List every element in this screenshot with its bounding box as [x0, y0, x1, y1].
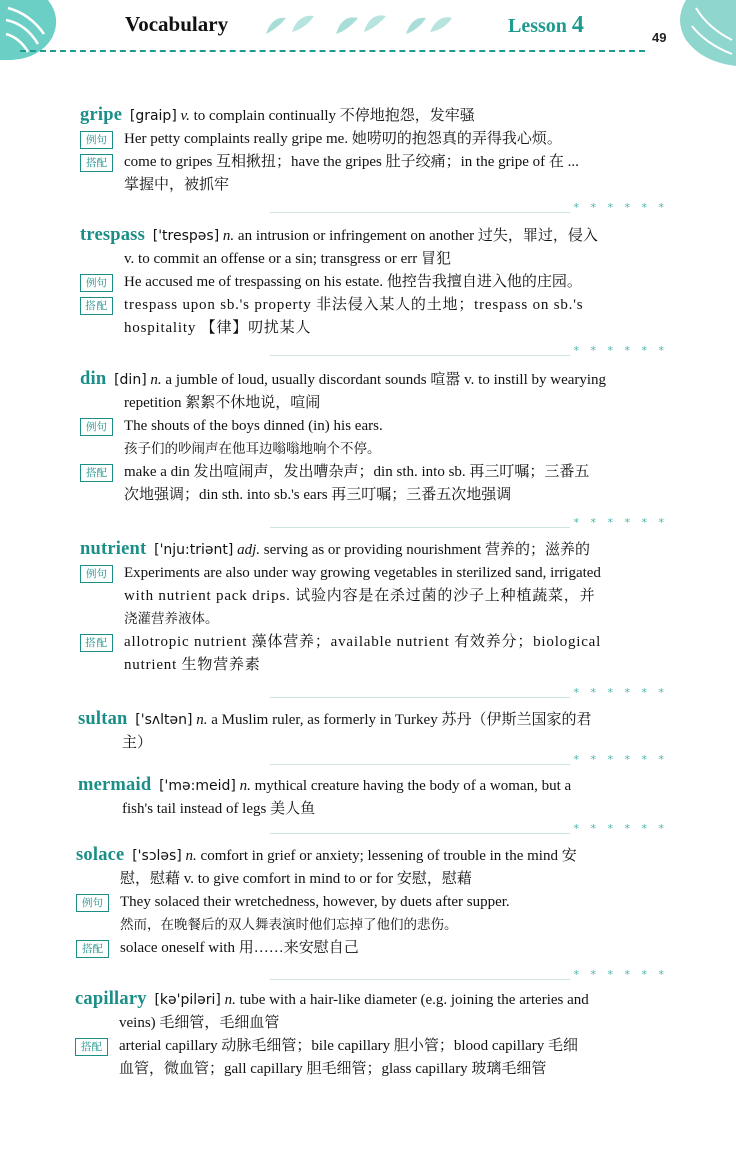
collocation-text: arterial capillary 动脉毛细管；bile capillary 胆小管；blood capillary 毛细	[119, 1038, 579, 1054]
header-title: Vocabulary	[125, 12, 229, 36]
collocation-text: 血管，微血管；gall capillary 胆毛细管；glass capillary 玻璃毛细管	[119, 1061, 547, 1077]
separator-stars: * * * * * *	[570, 753, 668, 766]
example-line	[80, 128, 670, 151]
headword: solace	[76, 845, 125, 865]
collocation-text: 次地强调；din sth. into sb.'s ears 再三叮嘱；三番五次地强调	[124, 487, 512, 503]
lesson-word: Lesson	[508, 15, 567, 37]
headword: gripe	[80, 105, 123, 125]
definition: mythical creature having the body of a woman, but a	[254, 778, 572, 794]
example-line	[80, 562, 670, 585]
part-of-speech: n.	[196, 712, 208, 728]
collocation-tag: 搭配	[76, 940, 109, 958]
page-header	[0, 0, 736, 70]
collocation-line	[80, 631, 670, 654]
lesson-number: 4	[571, 12, 584, 38]
definition-line	[80, 224, 670, 248]
example-line	[80, 415, 670, 438]
definition-line	[78, 798, 668, 821]
definition: a jumble of loud, usually discordant sounds 喧嚣 v. to instill by wearying	[165, 372, 607, 388]
phonetic: [graip]	[129, 108, 177, 124]
leaf-decoration-icon	[330, 8, 390, 40]
collocation-line	[80, 317, 670, 340]
collocation-text: 掌握中，被抓牢	[124, 177, 230, 193]
leaf-decoration-icon	[400, 10, 456, 40]
collocation-text: make a din 发出喧闹声，发出嘈杂声；din sth. into sb. 再三叮嘱；三番五	[124, 464, 590, 480]
part-of-speech: n.	[224, 992, 236, 1008]
example-line	[76, 891, 666, 914]
headword: capillary	[75, 989, 147, 1009]
entry-separator	[270, 518, 668, 530]
collocation-text: hospitality 【律】叨扰某人	[124, 320, 312, 336]
entry-separator	[270, 346, 668, 358]
definition: fish's tail instead of legs 美人鱼	[122, 801, 316, 817]
definition: a Muslim ruler, as formerly in Turkey 苏丹（伊斯兰国家的君	[211, 712, 592, 728]
definition: veins) 毛细管，毛细血管	[119, 1015, 280, 1031]
example-text: The shouts of the boys dinned (in) his ears.	[124, 418, 383, 434]
part-of-speech: n.	[239, 778, 251, 794]
example-tag: 例句	[80, 418, 113, 436]
definition-line	[76, 868, 666, 891]
headword: sultan	[78, 709, 128, 729]
collocation-line	[80, 151, 670, 174]
collocation-text: come to gripes 互相揪扭；have the gripes 肚子绞痛；in the gripe of 在 ...	[124, 154, 579, 170]
entry-capillary	[75, 988, 665, 1081]
example-translation: 然而，在晚餐后的双人舞表演时他们忘掉了他们的悲伤。	[120, 917, 458, 933]
definition-line	[78, 774, 668, 798]
definition: serving as or providing nourishment 营养的；滋养的	[263, 542, 591, 558]
collocation-tag: 搭配	[75, 1038, 108, 1056]
phonetic: ['sʌltən]	[135, 712, 193, 728]
definition-line	[80, 392, 670, 415]
headword: trespass	[80, 225, 145, 245]
definition: v. to commit an offense or a sin; transgress or err 冒犯	[124, 251, 452, 267]
example-text: They solaced their wretchedness, however, by duets after supper.	[120, 894, 510, 910]
collocation-tag: 搭配	[80, 154, 113, 172]
definition-line	[76, 844, 666, 868]
entry-solace	[76, 844, 666, 960]
example-line	[76, 914, 666, 937]
example-tag: 例句	[80, 565, 113, 583]
leaf-decoration-icon	[262, 10, 322, 40]
collocation-line	[75, 1035, 665, 1058]
collocation-line	[75, 1058, 665, 1081]
definition-line	[78, 708, 668, 732]
definition-line	[80, 538, 670, 562]
lesson-label	[508, 12, 584, 39]
separator-stars: * * * * * *	[570, 344, 668, 357]
part-of-speech: n.	[150, 372, 162, 388]
phonetic: [kə'piləri]	[154, 992, 221, 1008]
entry-separator	[270, 755, 668, 767]
part-of-speech: v.	[180, 108, 190, 124]
collocation-tag: 搭配	[80, 297, 113, 315]
entry-gripe	[80, 104, 670, 197]
part-of-speech: n.	[185, 848, 197, 864]
collocation-text: nutrient 生物营养素	[124, 657, 261, 673]
page-number: 49	[652, 30, 667, 45]
definition-line	[80, 248, 670, 271]
collocation-text: trespass upon sb.'s property 非法侵入某人的土地；trespass on sb.'s	[124, 297, 584, 313]
definition: 慰，慰藉 v. to give comfort in mind to or for 安慰，慰藉	[120, 871, 472, 887]
definition: repetition 絮絮不休地说，喧闹	[124, 395, 321, 411]
collocation-text: allotropic nutrient 藻体营养；available nutrient 有效养分；biological	[124, 634, 602, 650]
phonetic: ['mə:meid]	[159, 778, 236, 794]
example-text: with nutrient pack drips. 试验内容是在杀过菌的沙子上种植蔬菜，并	[124, 588, 596, 604]
definition-line	[80, 368, 670, 392]
entry-separator	[270, 970, 668, 982]
entry-sultan	[78, 708, 668, 755]
entry-din	[80, 368, 670, 507]
phonetic: ['sɔləs]	[132, 848, 182, 864]
entry-separator	[270, 824, 668, 836]
separator-stars: * * * * * *	[570, 822, 668, 835]
definition-line	[78, 732, 668, 755]
example-line	[80, 585, 670, 608]
example-tag: 例句	[76, 894, 109, 912]
definition-line	[75, 988, 665, 1012]
definition-line	[75, 1012, 665, 1035]
collocation-line	[76, 937, 666, 960]
example-line	[80, 438, 670, 461]
headword: din	[80, 369, 107, 389]
collocation-line	[80, 461, 670, 484]
separator-stars: * * * * * *	[570, 516, 668, 529]
entry-separator	[270, 688, 668, 700]
collocation-line	[80, 484, 670, 507]
collocation-tag: 搭配	[80, 634, 113, 652]
leaf-corner-decoration-icon	[656, 0, 736, 70]
definition: 主）	[122, 735, 153, 751]
example-translation: 浇灌营养液体。	[124, 611, 219, 627]
definition: comfort in grief or anxiety; lessening of trouble in the mind 安	[200, 848, 577, 864]
part-of-speech: n.	[222, 228, 235, 244]
separator-stars: * * * * * *	[570, 201, 668, 214]
collocation-tag: 搭配	[80, 464, 113, 482]
header-divider	[20, 50, 645, 52]
entry-nutrient	[80, 538, 670, 677]
phonetic: ['nju:triənt]	[154, 542, 234, 558]
headword: nutrient	[80, 539, 147, 559]
example-line	[80, 608, 670, 631]
example-text: Her petty complaints really gripe me. 她唠叨的抱怨真的弄得我心烦。	[124, 131, 562, 147]
example-tag: 例句	[80, 131, 113, 149]
collocation-text: solace oneself with 用……来安慰自己	[120, 940, 359, 956]
example-line	[80, 271, 670, 294]
entry-mermaid	[78, 774, 668, 821]
phonetic: ['trespəs]	[152, 228, 220, 244]
separator-stars: * * * * * *	[570, 686, 668, 699]
phonetic: [din]	[114, 372, 147, 388]
example-text: Experiments are also under way growing vegetables in sterilized sand, irrigated	[124, 565, 601, 581]
entry-separator	[270, 203, 668, 215]
collocation-line	[80, 654, 670, 677]
example-tag: 例句	[80, 274, 113, 292]
collocation-line	[80, 294, 670, 317]
part-of-speech: adj.	[237, 542, 261, 558]
example-translation: 孩子们的吵闹声在他耳边嗡嗡地响个不停。	[124, 441, 381, 457]
separator-stars: * * * * * *	[570, 968, 668, 981]
collocation-line	[80, 174, 670, 197]
entry-trespass	[80, 224, 670, 340]
definition: tube with a hair-like diameter (e.g. joining the arteries and	[239, 992, 589, 1008]
example-text: He accused me of trespassing on his estate. 他控告我擅自进入他的庄园。	[124, 274, 582, 290]
headword: mermaid	[78, 775, 152, 795]
definition: to complain continually 不停地抱怨，发牢骚	[193, 108, 475, 124]
definition: an intrusion or infringement on another 过失，罪过，侵入	[237, 228, 598, 244]
definition-line	[80, 104, 670, 128]
